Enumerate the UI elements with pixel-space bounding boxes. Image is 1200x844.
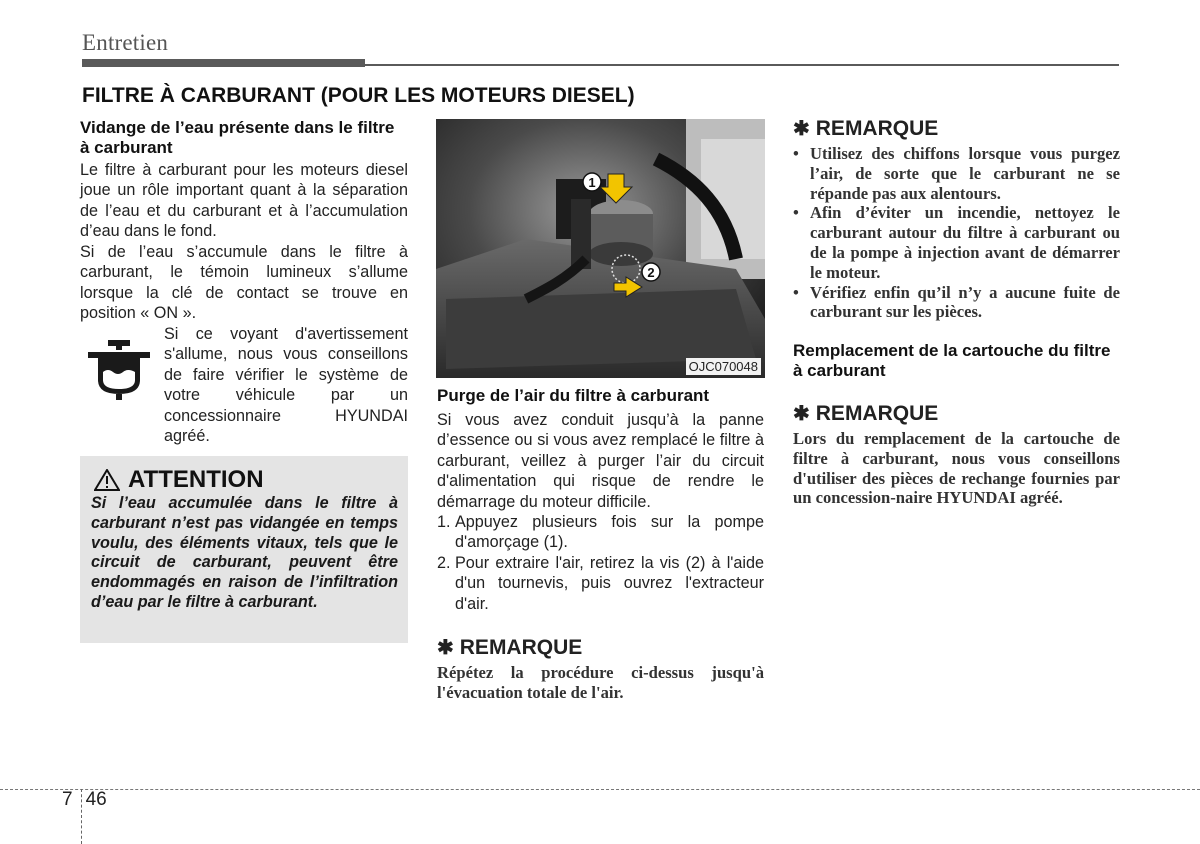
step-text: Appuyez plusieurs fois sur la pompe d'amorçage (1). [455,513,764,552]
note-text: Lors du remplacement de la cartouche de filtre à carburant, nous vous conseillons d'utiliser des pièces de rechange fournies par un concession-naire HYUNDAI agréé. [793,429,1120,508]
bullet-text: Vérifiez enfin qu’il n’y a aucune fuite de carburant sur les pièces. [810,282,1120,322]
running-header: Entretien [82,30,169,55]
chapter-number: 7 [62,789,73,810]
list-item [793,283,1120,323]
attention-text: Si l’eau accumulée dans le filtre à carburant n’est pas vidangée en temps voulu, des éléments vitaux, tels que le circuit de carburant, peuvent être endommagés en raison de l’infiltration d’eau par le filtre à carburant. [91,494,398,611]
note-text: Répétez la procédure ci-dessus jusqu'à l'évacuation totale de l'air. [437,663,764,702]
attention-header [94,466,264,494]
attention-box [80,456,408,643]
page-number [62,789,107,811]
note-header [437,635,764,660]
bullet-mark: • [793,203,799,223]
photo-callout-2: 2 [647,265,655,280]
water-in-fuel-warning-icon [86,336,152,402]
photo-caption: OJC070048 [686,358,761,375]
photo-callout-1: 1 [588,175,596,190]
header-bar [82,59,365,67]
note-bullets [793,144,1120,322]
section-title: FILTRE À CARBURANT (POUR LES MOTEURS DIESEL) [82,84,635,107]
paragraph-filter-role: Le filtre à carburant pour les moteurs diesel joue un rôle important quant à la séparation de l’eau et du carburant et à l’accumulation d’eau dans le fond. [80,161,408,241]
bullet-text: Utilisez des chiffons lorsque vous purgez l’air, de sorte que le carburant ne se répande pas aux alentours. [810,144,1120,203]
note-title: REMARQUE [815,116,939,140]
list-item [437,512,764,553]
bullet-mark: • [793,282,799,302]
note-safety [793,116,1120,322]
heading-air-purge: Purge de l’air du filtre à carburant [437,386,710,405]
heading-cartridge-replacement: Remplacement de la cartouche du filtre à carburant [793,341,1111,380]
step-number: 1. [437,513,451,531]
step-number: 2. [437,553,451,572]
step-text: Pour extraire l'air, retirez la vis (2) à l'aide d'un tournevis, puis ouvrez l'extracteur d'air. [455,553,764,613]
list-item [793,144,1120,203]
list-item [437,553,764,614]
header-rule [365,64,1119,66]
note-star-icon: ✱ [793,403,810,425]
paragraph-air-purge: Si vous avez conduit jusqu’à la panne d’essence ou si vous avez remplacé le filtre à carburant, veillez à purger l’air du circuit d'alimentation qui risque de rendre le démarrage du moteur difficile. [437,411,764,511]
paragraph-warning-light: Si de l’eau s’accumule dans le filtre à carburant, le témoin lumineux s’allume lorsque la clé de contact se trouve en position « ON ». [80,243,408,323]
footer-rule [0,789,1200,790]
note-title: REMARQUE [815,401,939,425]
list-item [793,203,1120,282]
note-star-icon: ✱ [793,118,810,140]
bullet-mark: • [793,144,799,163]
attention-title: ATTENTION [128,466,264,493]
page-number-value: 46 [85,789,107,810]
warning-triangle-icon [94,469,120,491]
note-title: REMARQUE [459,635,583,659]
note-replacement [793,401,1120,508]
note-star-icon: ✱ [437,637,454,659]
fuel-filter-photo [436,119,765,378]
heading-water-drain: Vidange de l’eau présente dans le filtre à carburant [80,118,395,157]
purge-steps [437,512,764,614]
note-header [793,116,1120,141]
bullet-text: Afin d’éviter un incendie, nettoyez le carburant autour du filtre à carburant ou de la pompe à injection avant de démarrer le moteur. [810,203,1120,282]
note-purge [437,635,764,703]
paragraph-indicator-advice: Si ce voyant d'avertissement s'allume, nous vous conseillons de faire vérifier le système de votre véhicule par un concessionnaire HYUNDAI agréé. [164,325,408,446]
note-header [793,401,1120,426]
